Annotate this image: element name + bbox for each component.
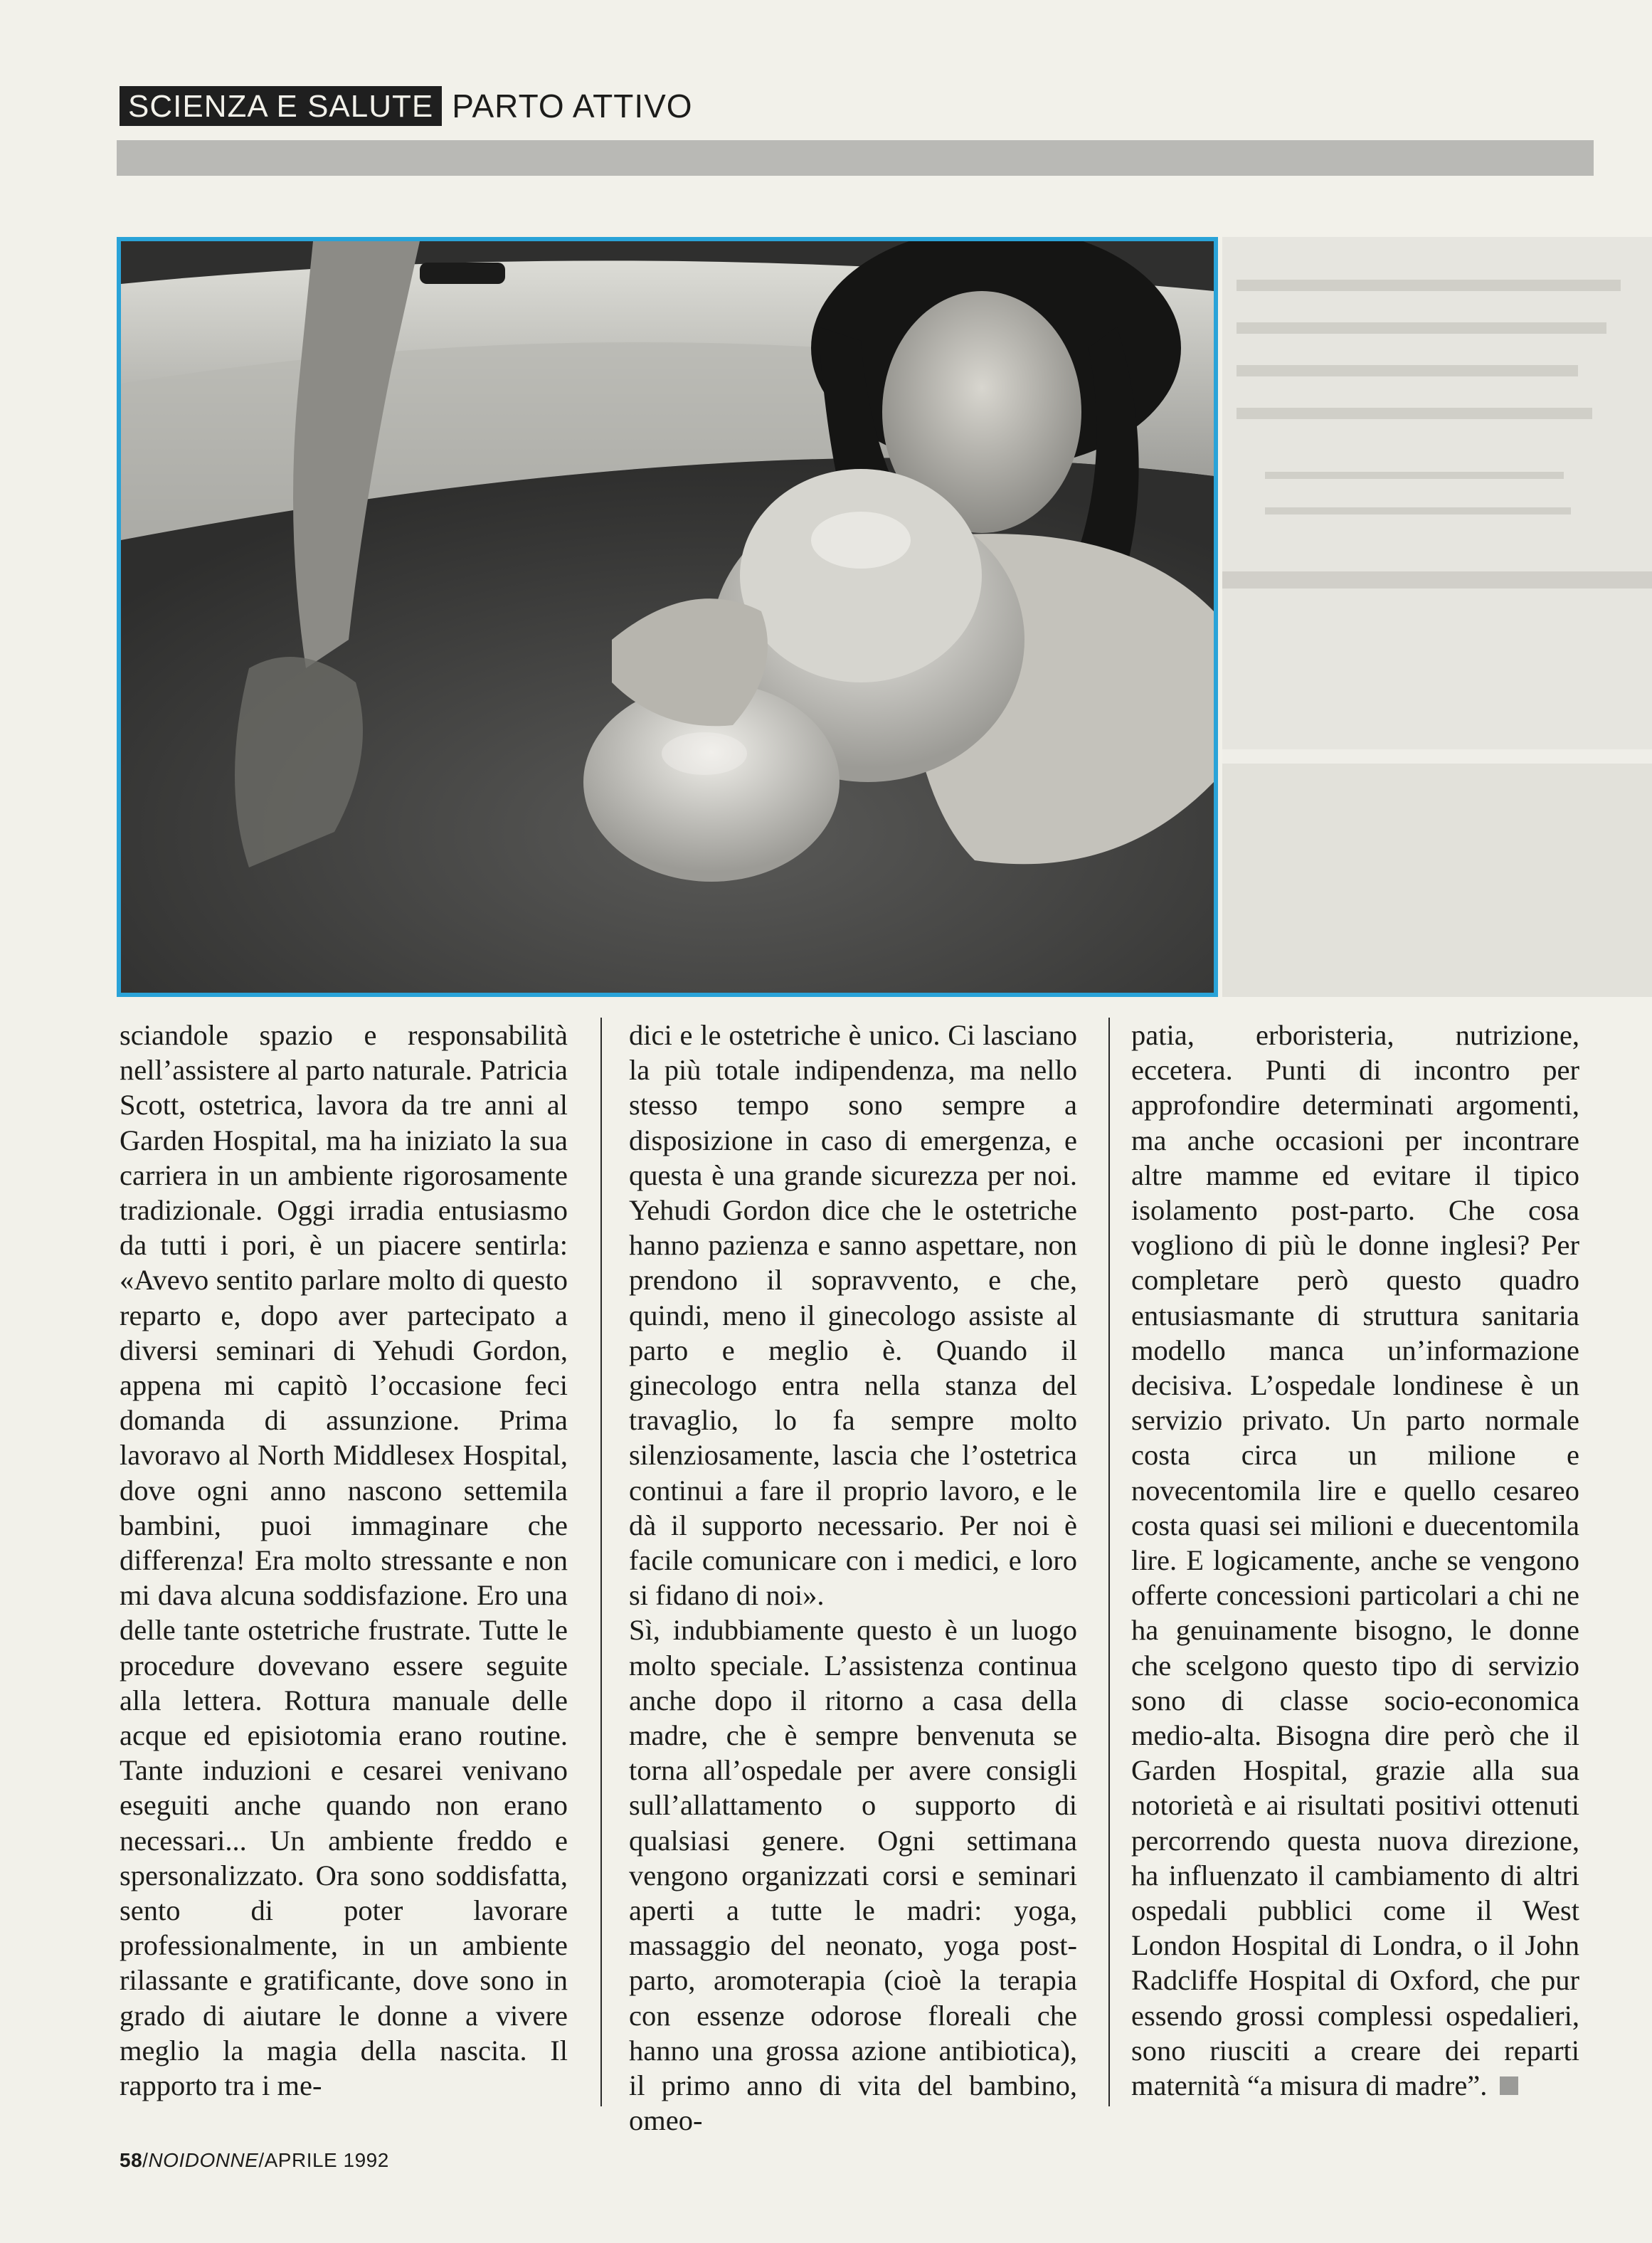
bleed-through-area [1222, 237, 1652, 997]
photo-illustration [121, 241, 1214, 993]
section-label: SCIENZA E SALUTE [120, 86, 442, 126]
bleed-through-marks [1222, 237, 1652, 997]
article-column-2 [629, 1018, 1077, 2138]
column-divider [600, 1018, 602, 2106]
article-title: PARTO ATTIVO [452, 88, 693, 125]
section-header [120, 85, 693, 127]
header-gray-band [117, 140, 1594, 176]
article-text: patia, erboristeria, nutrizione, eccetera. Punti di incontro per approfondire determinati argomenti, ma anche occasioni per incontrare altre mamme ed evitare il tipico isolamento post-parto. Che cosa vogliono di più le donne inglesi? Per completare però questo quadro entusiasmante di struttura sanitaria modello manca un’informazione decisiva. L’ospedale londinese è un servizio privato. Un parto normale costa circa un milione e novecentomila lire e quello cesareo costa quasi sei milioni e duecentomila lire. E logicamente, anche se vengono offerte concessioni particolari a chi ne ha genuinamente bisogno, le donne che scelgono questo tipo di servizio sono di classe socio-economica medio-alta. Bisogna dire però che il Garden Hospital, grazie alla sua notorietà e ai risultati positivi ottenuti percorrendo questa nuova direzione, ha influenzato il cambiamento di altri ospedali pubblici come il West London Hospital di Londra, o il John Radcliffe Hospital di Oxford, che pur essendo grossi complessi ospedalieri, sono riusciti a creare dei reparti maternità “a misura di madre”. [1131, 1019, 1579, 2102]
issue-date: APRILE 1992 [264, 2149, 389, 2171]
page-number: 58 [120, 2149, 143, 2171]
footer-slash: / [258, 2149, 265, 2171]
article-paragraph: sciandole spazio e responsabilità nell’assistere al parto naturale. Patricia Scott, ostetrica, lavora da tre anni al Garden Hospital, ma ha iniziato la sua carriera in un ambiente rigorosamente tradizionale. Oggi irradia entusiasmo da tutti i pori, è un piacere sentirla: «Avevo sentito parlare molto di questo reparto e, dopo aver partecipato a diversi seminari di Yehudi Gordon, appena mi capitò l’occasione feci domanda di assunzione. Prima lavoravo al North Middlesex Hospital, dove ogni anno nascono settemila bambini, puoi immaginare che differenza! Era molto stressante e non mi dava alcuna soddisfazione. Ero una delle tante ostetriche frustrate. Tutte le procedure dovevano essere seguite alla lettera. Rottura manuale delle acque ed episiotomia erano routine. Tante induzioni e cesarei venivano eseguiti anche quando non erano necessari... Un ambiente freddo e spersonalizzato. Ora sono soddisfatta, sento di poter lavorare professionalmente, in un ambiente rilassante e gratificante, dove sono in grado di aiutare le donne a vivere meglio la magia della nascita. Il rapporto tra i me- [120, 1019, 568, 2102]
page-footer [120, 2149, 389, 2172]
article-paragraph: Sì, indubbiamente questo è un luogo molto speciale. L’assistenza continua anche dopo il ritorno a casa della madre, che è sempre benvenuta se torna all’ospedale per avere consigli sull’allattamento o supporto di qualsiasi genere. Ogni settimana vengono organizzati corsi e seminari aperti a tutte le madri: yoga, massaggio del neonato, yoga post-parto, aromoterapia (cioè la terapia con essenze odorose floreali che hanno una grossa azione antibiotica), il primo anno di vita del bambino, omeo- [629, 1614, 1077, 2137]
end-of-article-mark [1500, 2076, 1518, 2095]
footer-slash: / [142, 2149, 149, 2171]
article-column-3 [1131, 1018, 1579, 2103]
article-photo [117, 237, 1218, 997]
column-divider [1108, 1018, 1110, 2106]
article-paragraph [1131, 1018, 1579, 2103]
article-column-1 [120, 1018, 568, 2103]
magazine-name: NOIDONNE [148, 2149, 259, 2171]
article-paragraph: dici e le ostetriche è unico. Ci lasciano la più totale indipendenza, ma nello stesso tempo sono sempre a disposizione in caso di emergenza, e questa è una grande sicurezza per noi. Yehudi Gordon dice che le ostetriche hanno pazienza e sanno aspettare, non prendono il sopravvento, e che, quindi, meno il ginecologo assiste al parto e meglio è. Quando il ginecologo entra nella stanza del travaglio, lo fa sempre molto silenziosamente, lascia che l’ostetrica continui a fare il proprio lavoro, e le dà il supporto necessario. Per noi è facile comunicare con i medici, e loro si fidano di noi». [629, 1019, 1077, 1612]
